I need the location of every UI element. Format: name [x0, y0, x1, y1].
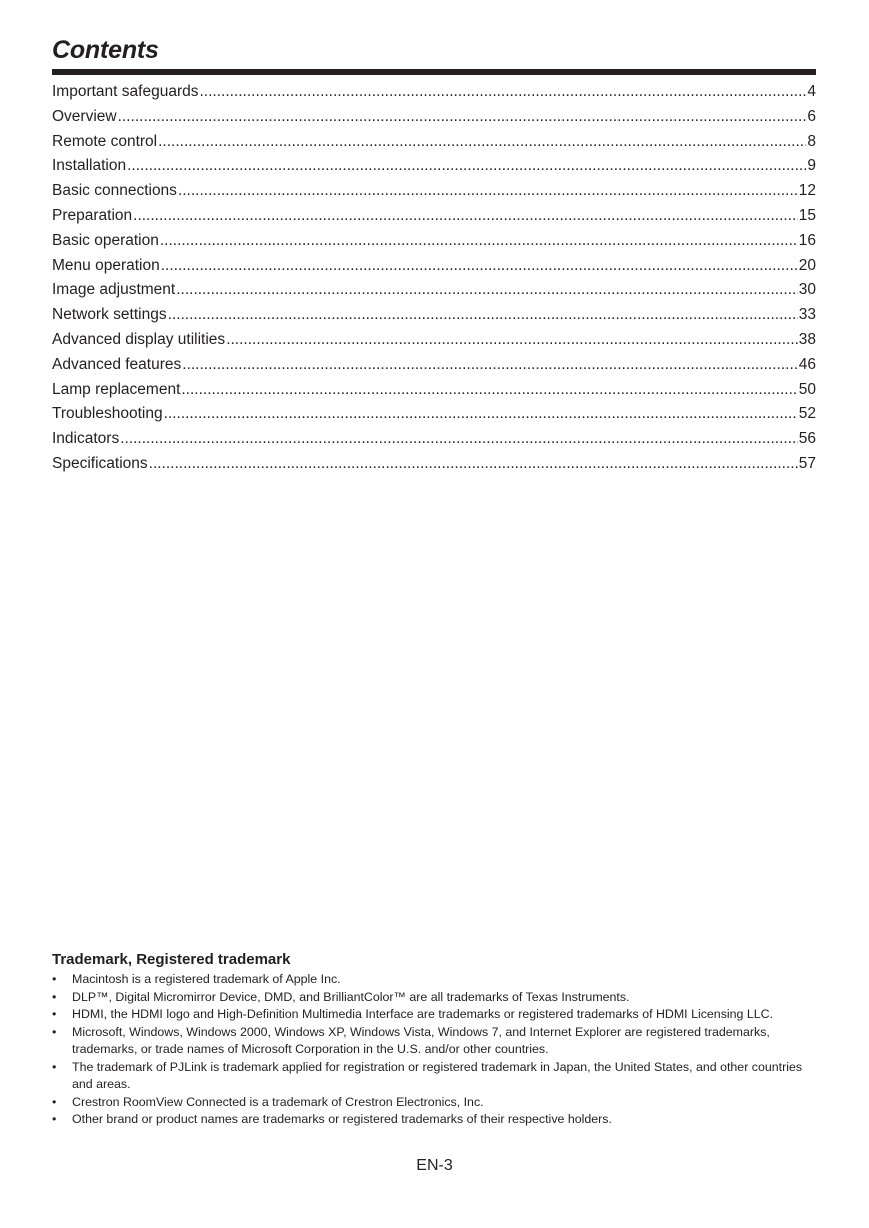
toc-dot-leader: [120, 427, 798, 452]
toc-entry-page: 12: [798, 182, 816, 200]
toc-dot-leader: [158, 130, 806, 155]
toc-entry-page: 20: [798, 256, 816, 274]
toc-entry-page: 16: [798, 231, 816, 249]
toc-entry-page: 9: [807, 157, 816, 175]
toc-entry-page: 33: [798, 306, 816, 324]
toc-entry[interactable]: [52, 353, 816, 378]
bullet-icon: •: [52, 1059, 57, 1074]
toc-entry[interactable]: [52, 130, 816, 155]
toc-entry-page: 6: [807, 107, 816, 125]
title-rule: [52, 69, 816, 75]
trademark-text: Microsoft, Windows, Windows 2000, Windows XP, Windows Vista, Windows 7, and Internet Explorer are registered trademarks, trademarks, or trade names of Microsoft Corporation in the U.S. and/or other countries.: [72, 1024, 770, 1056]
toc-dot-leader: [161, 254, 798, 279]
trademark-text: Other brand or product names are trademarks or registered trademarks of their respective holders.: [72, 1112, 612, 1126]
toc-dot-leader: [168, 303, 798, 328]
toc-entry-page: 15: [798, 206, 816, 224]
toc-entry[interactable]: [52, 303, 816, 328]
toc-entry-label: Preparation: [52, 206, 133, 224]
toc-entry-page: 8: [807, 132, 816, 150]
toc-entry[interactable]: [52, 378, 816, 403]
toc-entry[interactable]: [52, 229, 816, 254]
bullet-icon: •: [52, 1112, 57, 1126]
toc-entry-label: Menu operation: [52, 256, 160, 274]
trademark-text: Crestron RoomView Connected is a trademark of Crestron Electronics, Inc.: [72, 1094, 484, 1109]
toc-entry-label: Indicators: [52, 430, 120, 448]
trademark-item: [52, 1059, 816, 1094]
trademark-item: [52, 971, 816, 989]
trademark-text: HDMI, the HDMI logo and High-Definition Multimedia Interface are trademarks or registered trademarks of HDMI Licensing LLC.: [72, 1007, 774, 1021]
toc-entry[interactable]: [52, 154, 816, 179]
toc-entry[interactable]: [52, 80, 816, 105]
toc-entry-label: Image adjustment: [52, 281, 176, 299]
toc-entry[interactable]: [52, 105, 816, 130]
toc-entry-label: Network settings: [52, 306, 167, 324]
toc-entry[interactable]: [52, 204, 816, 229]
toc-entry-label: Troubleshooting: [52, 405, 163, 423]
trademark-list: [52, 971, 816, 1129]
toc-entry-page: 46: [798, 355, 816, 373]
toc-entry-label: Basic connections: [52, 182, 177, 200]
toc-entry-label: Advanced display utilities: [52, 330, 226, 348]
toc-entry-label: Advanced features: [52, 355, 182, 373]
toc-entry-page: 38: [798, 330, 816, 348]
toc-entry-label: Specifications: [52, 454, 148, 472]
toc-entry[interactable]: [52, 179, 816, 204]
toc-dot-leader: [226, 328, 798, 353]
toc-entry[interactable]: [52, 328, 816, 353]
bullet-icon: •: [52, 1094, 57, 1109]
toc-entry-label: Overview: [52, 107, 117, 125]
bullet-icon: •: [52, 1007, 57, 1021]
trademark-item: [52, 1111, 816, 1129]
bullet-icon: •: [52, 972, 57, 986]
toc-dot-leader: [160, 229, 798, 254]
table-of-contents: [52, 80, 816, 477]
trademark-item: [52, 989, 816, 1007]
toc-dot-leader: [181, 378, 797, 403]
toc-entry-page: 52: [798, 405, 816, 423]
bullet-icon: •: [52, 1024, 57, 1039]
toc-entry-label: Lamp replacement: [52, 380, 181, 398]
toc-dot-leader: [182, 353, 797, 378]
toc-entry[interactable]: [52, 452, 816, 477]
toc-dot-leader: [149, 452, 798, 477]
toc-entry-label: Basic operation: [52, 231, 159, 249]
toc-dot-leader: [127, 154, 806, 179]
bullet-icon: •: [52, 989, 57, 1004]
toc-dot-leader: [118, 105, 807, 130]
toc-entry-page: 30: [798, 281, 816, 299]
trademark-item: [52, 1006, 816, 1024]
toc-entry[interactable]: [52, 278, 816, 303]
trademark-heading: Trademark, Registered trademark: [52, 951, 291, 968]
toc-entry[interactable]: [52, 254, 816, 279]
trademark-item: [52, 1094, 816, 1112]
toc-dot-leader: [133, 204, 798, 229]
toc-dot-leader: [164, 402, 798, 427]
toc-entry-page: 56: [798, 430, 816, 448]
trademark-text: DLP™, Digital Micromirror Device, DMD, and BrilliantColor™ are all trademarks of Texas Instruments.: [72, 989, 630, 1004]
toc-dot-leader: [176, 278, 798, 303]
toc-dot-leader: [199, 80, 806, 105]
toc-entry-page: 57: [798, 454, 816, 472]
page-number: EN-3: [416, 1157, 453, 1174]
toc-entry-label: Installation: [52, 157, 127, 175]
trademark-text: The trademark of PJLink is trademark applied for registration or registered trademark in Japan, the United States, and other countries and areas.: [72, 1059, 803, 1091]
toc-dot-leader: [178, 179, 798, 204]
toc-entry-page: 50: [798, 380, 816, 398]
page-title: Contents: [52, 36, 159, 64]
toc-entry-label: Important safeguards: [52, 83, 199, 100]
trademark-text: Macintosh is a registered trademark of Apple Inc.: [72, 972, 341, 986]
toc-entry[interactable]: [52, 402, 816, 427]
toc-entry-label: Remote control: [52, 132, 158, 150]
toc-entry[interactable]: [52, 427, 816, 452]
toc-entry-page: 4: [807, 83, 816, 100]
trademark-item: [52, 1024, 816, 1059]
